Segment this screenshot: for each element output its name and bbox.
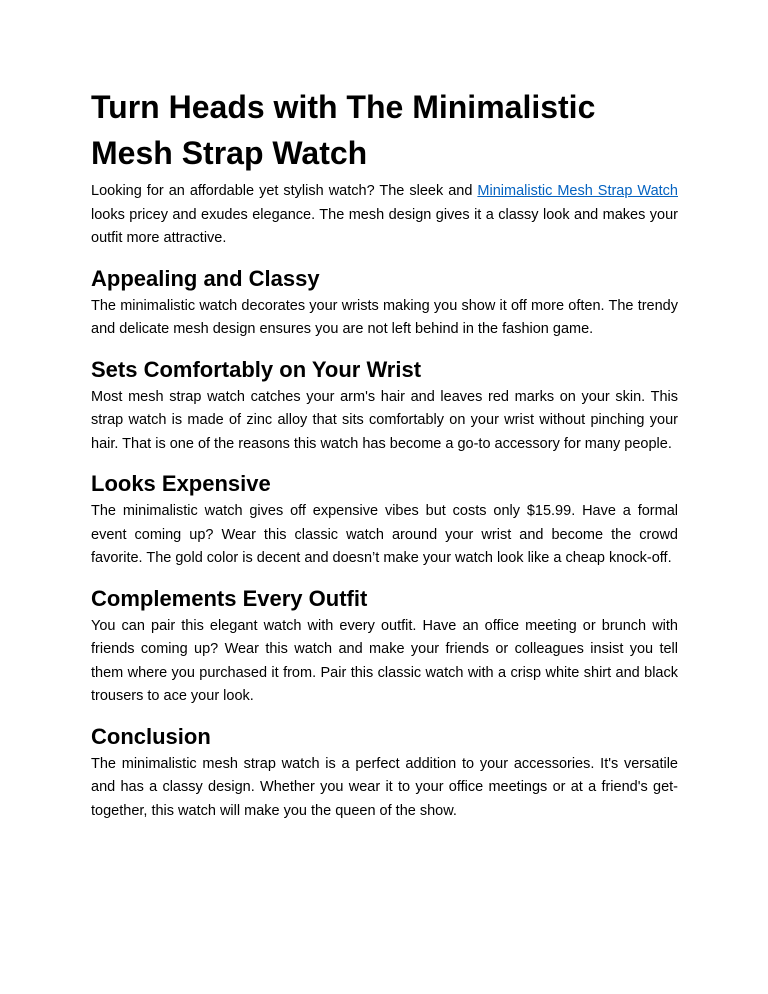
section-heading-appealing: Appealing and Classy: [91, 265, 320, 291]
intro-text-before-link: Looking for an affordable yet stylish watch? The sleek and: [91, 183, 478, 199]
intro-paragraph: [91, 180, 678, 251]
document-title: Turn Heads with The Minimalistic Mesh Strap Watch: [91, 89, 596, 171]
intro-text-after-link: looks pricey and exudes elegance. The mesh design gives it a classy look and makes your outfit more attractive.: [91, 206, 678, 246]
section-body-appealing: The minimalistic watch decorates your wrists making you show it off more often. The trendy and delicate mesh design ensures you are not left behind in the fashion game.: [91, 297, 678, 337]
section-body-conclusion: The minimalistic mesh strap watch is a perfect addition to your accessories. It's versatile and has a classy design. Whether you wear it to your office meetings or at a friend's get-together, this watch will make you the queen of the show.: [91, 755, 678, 819]
section-body-outfit: You can pair this elegant watch with every outfit. Have an office meeting or brunch with friends coming up? Wear this watch and make your friends or colleagues insist you tell them where you purchased it from. Pair this classic watch with a crisp white shirt and black trousers to ace your look.: [91, 617, 678, 704]
section-heading-comfort: Sets Comfortably on Your Wrist: [91, 356, 422, 382]
document-page: [91, 84, 678, 823]
section-body-expensive: The minimalistic watch gives off expensive vibes but costs only $15.99. Have a formal event coming up? Wear this classic watch around your wrist and become the crowd favorite. The gold color is decent and doesn’t make your watch look like a cheap knock-off.: [91, 503, 678, 566]
section-heading-expensive: Looks Expensive: [91, 471, 271, 496]
section-heading-conclusion: Conclusion: [91, 723, 211, 749]
section-heading-outfit: Complements Every Outfit: [91, 585, 368, 611]
section-body-comfort: Most mesh strap watch catches your arm's hair and leaves red marks on your skin. This strap watch is made of zinc alloy that sits comfortably on your wrist without pinching your hair. That is one of the reasons this watch has become a go-to accessory for many people.: [91, 388, 678, 452]
product-link[interactable]: Minimalistic Mesh Strap Watch: [477, 183, 678, 199]
